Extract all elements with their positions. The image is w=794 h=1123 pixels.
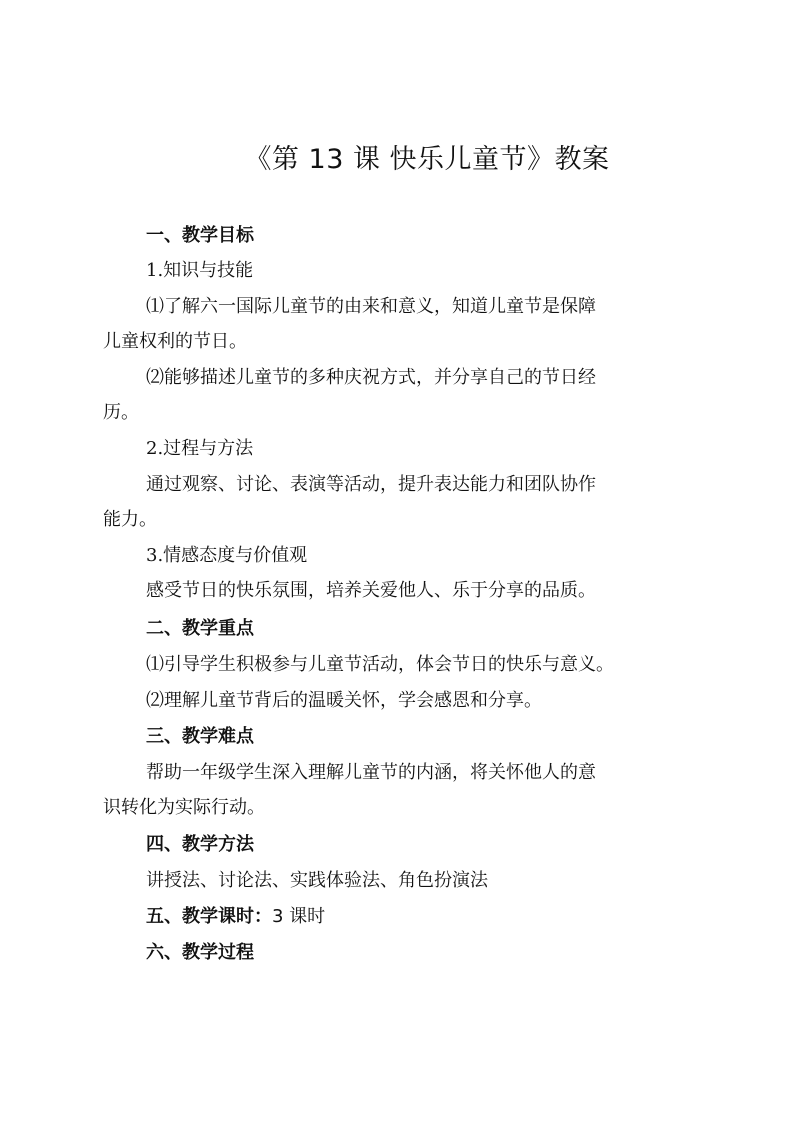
paragraph-line: 儿童权利的节日。	[103, 331, 247, 352]
section-heading-methods: 四、教学方法	[146, 834, 254, 855]
section-heading-objectives: 一、教学目标	[146, 225, 254, 246]
section-heading-process: 六、教学过程	[146, 942, 254, 963]
subheading-knowledge-skills: 1.知识与技能	[146, 260, 254, 281]
paragraph-line: ⑵能够描述儿童节的多种庆祝方式，并分享自己的节日经	[146, 367, 596, 388]
paragraph-line: ⑵理解儿童节背后的温暖关怀，学会感恩和分享。	[146, 690, 542, 711]
document-title: 《第 13 课 快乐儿童节》教案	[244, 144, 610, 175]
section-heading-class-hours: 五、教学课时：	[146, 906, 272, 927]
paragraph-line: 帮助一年级学生深入理解儿童节的内涵，将关怀他人的意	[146, 762, 596, 783]
section-heading-key-points: 二、教学重点	[146, 618, 254, 639]
paragraph-line: ⑴了解六一国际儿童节的由来和意义，知道儿童节是保障	[146, 296, 596, 317]
section-heading-difficulties: 三、教学难点	[146, 726, 254, 747]
paragraph-line: 通过观察、讨论、表演等活动，提升表达能力和团队协作	[146, 474, 596, 495]
paragraph-line: 能力。	[103, 509, 157, 530]
paragraph-line: 识转化为实际行动。	[103, 797, 265, 818]
paragraph-line: 讲授法、讨论法、实践体验法、角色扮演法	[146, 870, 488, 891]
subheading-attitude-values: 3.情感态度与价值观	[146, 545, 308, 566]
subheading-process-method: 2.过程与方法	[146, 438, 254, 459]
paragraph-line: 历。	[103, 402, 139, 423]
paragraph-line: ⑴引导学生积极参与儿童节活动，体会节日的快乐与意义。	[146, 654, 614, 675]
paragraph-line: 感受节日的快乐氛围，培养关爱他人、乐于分享的品质。	[146, 580, 596, 601]
class-hours-value: 3 课时	[272, 906, 326, 927]
section-class-hours	[146, 902, 325, 932]
